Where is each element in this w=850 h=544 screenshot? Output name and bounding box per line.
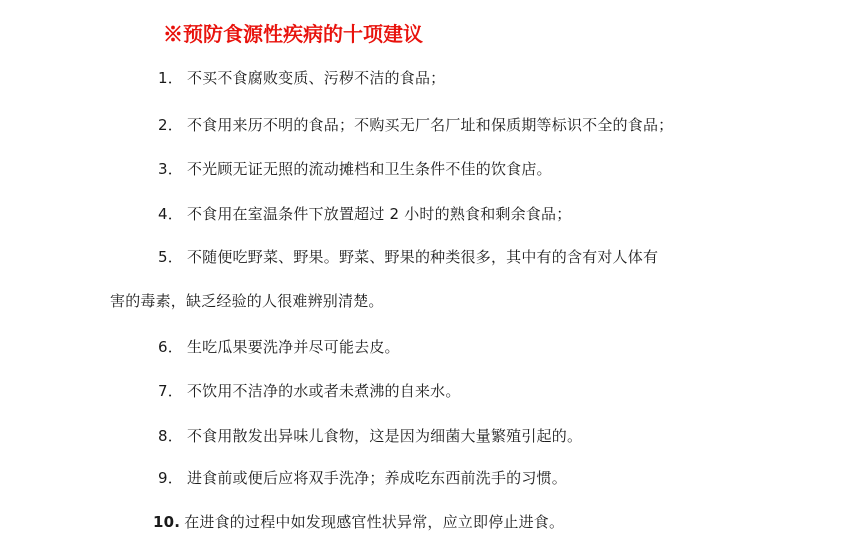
list-item xyxy=(158,67,445,89)
item-text: 不随便吃野菜、野果。野菜、野果的种类很多，其中有的含有对人体有 xyxy=(186,248,659,266)
list-item xyxy=(158,203,571,225)
list-item xyxy=(158,246,658,268)
list-item xyxy=(158,467,567,489)
document-title: ※预防食源性疾病的十项建议 xyxy=(163,22,423,46)
item-text: 不食用在室温条件下放置超过 2 小时的熟食和剩余食品； xyxy=(186,205,572,223)
list-item xyxy=(153,511,564,533)
item-text: 在进食的过程中如发现感官性状异常，应立即停止进食。 xyxy=(184,513,565,531)
list-item xyxy=(158,425,582,447)
item-number: 10. xyxy=(153,513,181,531)
item-number: 4． xyxy=(158,205,183,223)
list-item xyxy=(158,114,673,136)
list-item xyxy=(158,380,461,402)
item-number: 5． xyxy=(158,248,183,266)
item-number: 1． xyxy=(158,69,183,87)
list-item-continuation: 害的毒素，缺乏经验的人很难辨别清楚。 xyxy=(110,292,384,310)
item-number: 3． xyxy=(158,160,183,178)
item-text: 不食用散发出异味儿食物，这是因为细菌大量繁殖引起的。 xyxy=(186,427,583,445)
item-text: 生吃瓜果要洗净并尽可能去皮。 xyxy=(186,338,400,356)
item-number: 2． xyxy=(158,116,183,134)
item-number: 9． xyxy=(158,469,183,487)
item-number: 6． xyxy=(158,338,183,356)
item-number: 8． xyxy=(158,427,183,445)
item-text: 不食用来历不明的食品；不购买无厂名厂址和保质期等标识不全的食品； xyxy=(186,116,674,134)
item-text: 不饮用不洁净的水或者未煮沸的自来水。 xyxy=(186,382,461,400)
list-item xyxy=(158,158,552,180)
item-text: 不光顾无证无照的流动摊档和卫生条件不佳的饮食店。 xyxy=(186,160,552,178)
list-item xyxy=(158,336,400,358)
item-text: 进食前或便后应将双手洗净；养成吃东西前洗手的习惯。 xyxy=(186,469,567,487)
item-text: 不买不食腐败变质、污秽不洁的食品； xyxy=(186,69,446,87)
item-number: 7． xyxy=(158,382,183,400)
